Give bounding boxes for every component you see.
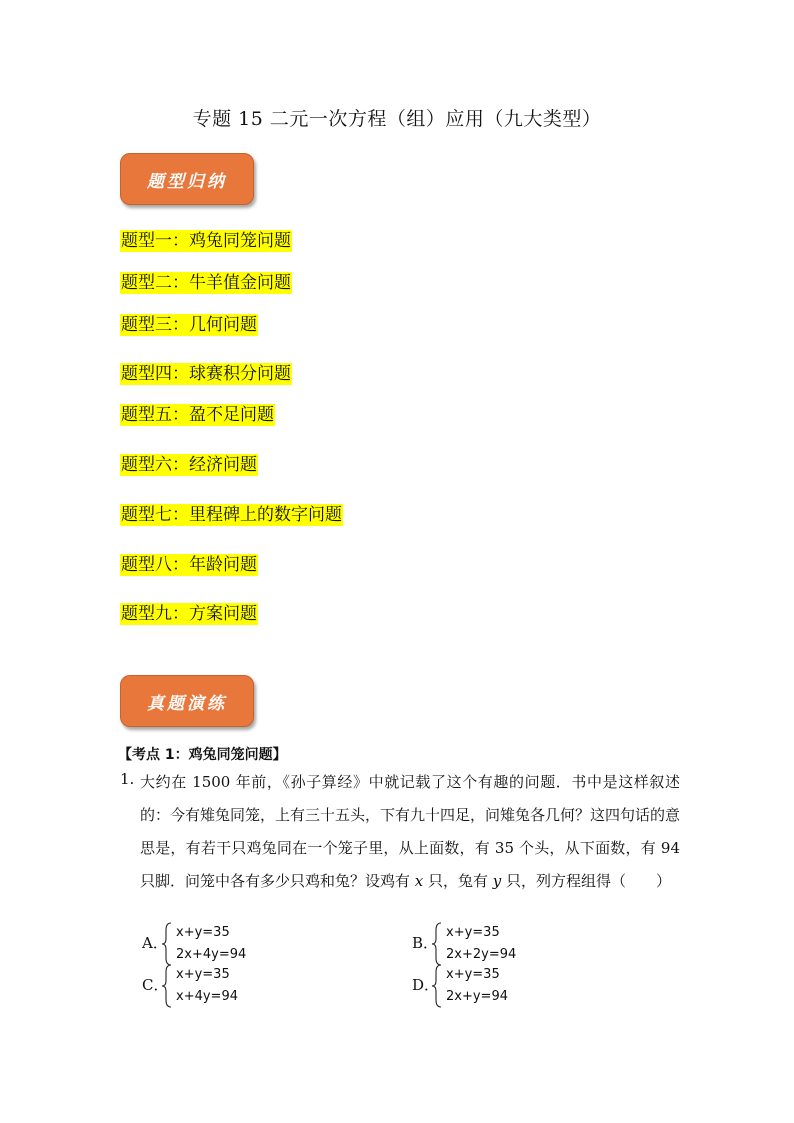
option-c-system: [176, 964, 238, 1008]
option-d-label: D．: [412, 976, 440, 994]
question-text: [140, 766, 680, 898]
brace-icon: [162, 922, 172, 966]
type-item-2: 题型二：牛羊值金问题: [121, 273, 291, 293]
type-item-5: 题型五：盈不足问题: [121, 405, 274, 425]
type-item-1: 题型一：鸡兔同笼问题: [121, 231, 291, 251]
type-item-7: 题型七：里程碑上的数字问题: [121, 505, 342, 525]
question-text-a: 大约在 1500 年前，《孙子算经》中就记载了这个有趣的问题．书中是这样叙述的：今有雉兔同笼，上有三十五头，下有九十四足，问雉兔各几何？这四句话的意思是，有若干只鸡兔同在一个笼子里，从上面数，有 35 个头，从下面数，有 94 只脚．问笼中各有多少只鸡和兔？设鸡有: [140, 773, 681, 890]
brace-icon: [432, 922, 442, 966]
option-c-eq2: x+4y=94: [176, 989, 238, 1004]
type-item-3: 题型三：几何问题: [121, 315, 257, 335]
var-y: y: [492, 872, 502, 890]
question-number: 1.: [120, 770, 135, 788]
section-badge-summary: 题型归纳: [120, 153, 254, 205]
option-c-label: C．: [142, 976, 169, 994]
option-b-system: [446, 922, 516, 966]
option-c-eq1: x+y=35: [176, 967, 230, 982]
type-item-6: 题型六：经济问题: [121, 455, 257, 475]
question-text-b: 只，兔有: [423, 872, 493, 890]
option-d-system: [446, 964, 508, 1008]
type-item-9: 题型九：方案问题: [121, 604, 257, 624]
option-a-eq2: 2x+4y=94: [176, 947, 247, 962]
var-x: x: [414, 872, 424, 890]
option-d-eq2: 2x+y=94: [446, 989, 508, 1004]
type-item-8: 题型八：年龄问题: [121, 555, 257, 575]
option-b-eq2: 2x+2y=94: [446, 947, 517, 962]
option-d-eq1: x+y=35: [446, 967, 500, 982]
page-title: 专题 15 二元一次方程（组）应用（九大类型）: [192, 108, 602, 130]
kaodian-heading: 【考点 1：鸡兔同笼问题】: [118, 747, 287, 763]
question-text-c: 只，列方程组得（ ）: [501, 872, 672, 890]
type-item-4: 题型四：球赛积分问题: [121, 364, 291, 384]
option-b-eq1: x+y=35: [446, 925, 500, 940]
option-a-system: [176, 922, 246, 966]
option-b-label: B．: [412, 934, 439, 952]
brace-icon: [162, 964, 172, 1008]
option-a-eq1: x+y=35: [176, 925, 230, 940]
section-badge-practice: 真题演练: [120, 675, 254, 727]
option-a-label: A．: [142, 934, 168, 952]
brace-icon: [432, 964, 442, 1008]
